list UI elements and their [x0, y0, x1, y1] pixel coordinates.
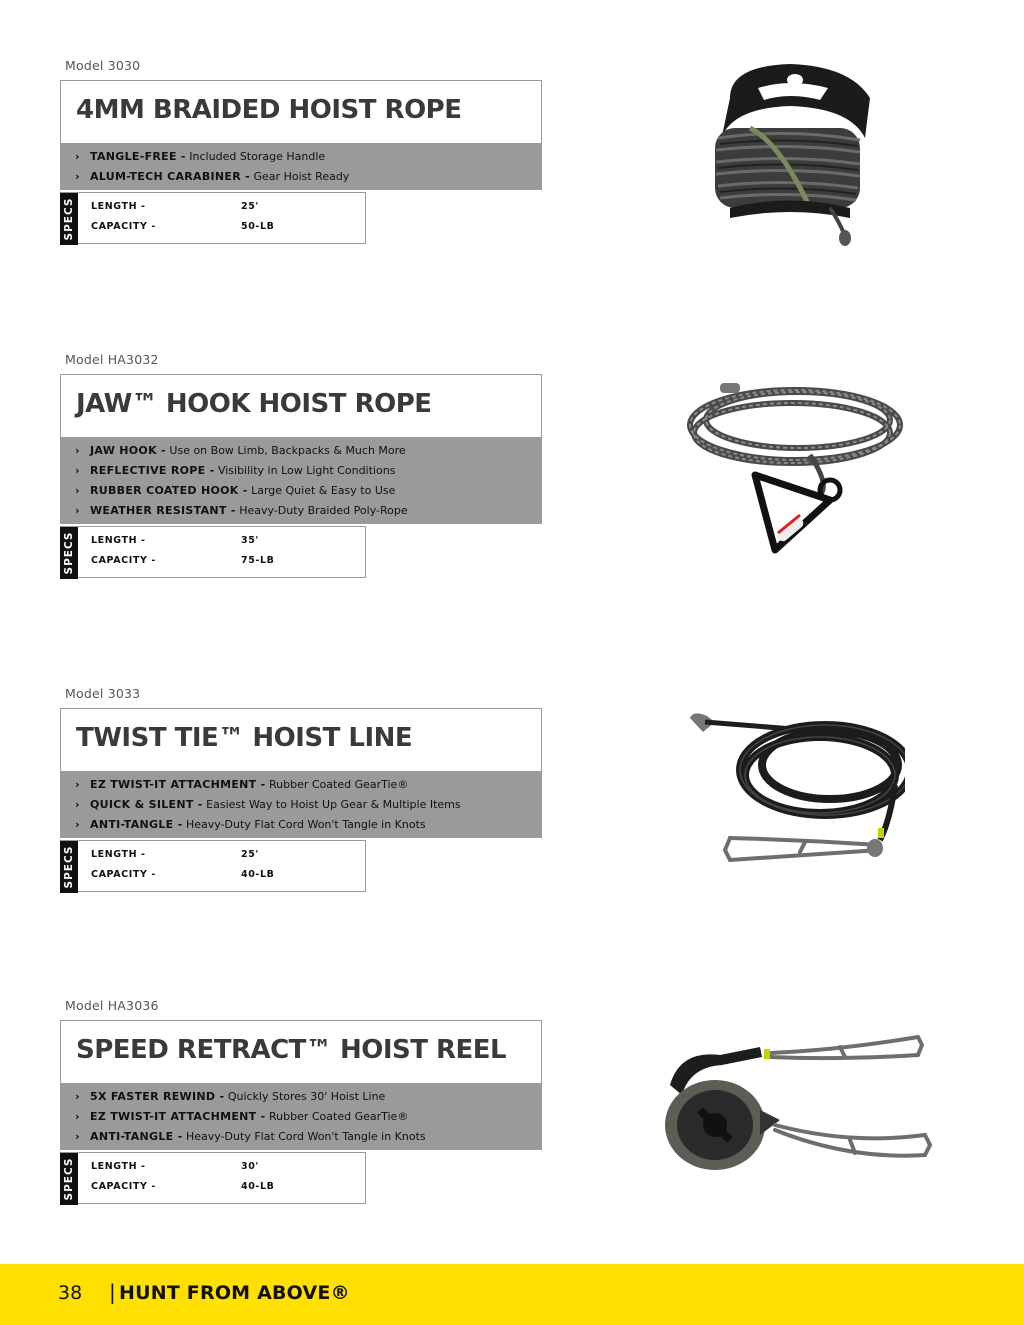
page-footer — [0, 1264, 1024, 1325]
feature-list — [60, 772, 542, 838]
chevron-right-icon: › — [75, 484, 80, 497]
rope-spool-handle-image — [700, 58, 880, 248]
product-block-ha3032 — [60, 352, 542, 582]
chevron-right-icon: › — [75, 778, 80, 791]
chevron-right-icon: › — [75, 504, 80, 517]
specs-tab: SPECS — [60, 1153, 78, 1205]
feature-item: › QUICK & SILENT - Easiest Way to Hoist Up Gear & Multiple Items — [60, 795, 542, 815]
product-block-ha3036 — [60, 998, 542, 1208]
specs-box: SPECS LENGTH - 25' CAPACITY - 50-LB — [60, 192, 366, 244]
feature-list — [60, 144, 542, 190]
specs-box: SPECS LENGTH - 25' CAPACITY - 40-LB — [60, 840, 366, 892]
speed-retract-reel-image — [660, 1025, 940, 1175]
footer-divider: | — [109, 1280, 116, 1304]
model-number: Model 3030 — [65, 58, 141, 73]
feature-item: › ANTI-TANGLE - Heavy-Duty Flat Cord Won't Tangle in Knots — [60, 1127, 542, 1147]
model-number: Model HA3036 — [65, 998, 159, 1013]
chevron-right-icon: › — [75, 150, 80, 163]
feature-item: › ANTI-TANGLE - Heavy-Duty Flat Cord Won't Tangle in Knots — [60, 815, 542, 835]
jaw-hook-rope-image — [680, 375, 910, 560]
specs-tab: SPECS — [60, 193, 78, 245]
feature-item: › 5X FASTER REWIND - Quickly Stores 30' Hoist Line — [60, 1087, 542, 1107]
page-number: 38 — [58, 1282, 83, 1304]
specs-tab: SPECS — [60, 527, 78, 579]
chevron-right-icon: › — [75, 1130, 80, 1143]
chevron-right-icon: › — [75, 170, 80, 183]
feature-item: › EZ TWIST-IT ATTACHMENT - Rubber Coated GearTie® — [60, 1107, 542, 1127]
chevron-right-icon: › — [75, 444, 80, 457]
chevron-right-icon: › — [75, 1090, 80, 1103]
model-number: Model HA3032 — [65, 352, 159, 367]
chevron-right-icon: › — [75, 1110, 80, 1123]
product-block-3033 — [60, 686, 542, 896]
title-box — [60, 374, 542, 438]
model-number: Model 3033 — [65, 686, 141, 701]
title-box — [60, 80, 542, 144]
feature-item: › EZ TWIST-IT ATTACHMENT - Rubber Coated GearTie® — [60, 775, 542, 795]
chevron-right-icon: › — [75, 818, 80, 831]
feature-item: › TANGLE-FREE - Included Storage Handle — [60, 147, 542, 167]
product-title: SPEED RETRACT™ HOIST REEL — [76, 1035, 507, 1065]
specs-box: SPECS LENGTH - 30' CAPACITY - 40-LB — [60, 1152, 366, 1204]
feature-list — [60, 1084, 542, 1150]
specs-tab: SPECS — [60, 841, 78, 893]
title-box — [60, 708, 542, 772]
feature-item: › RUBBER COATED HOOK - Large Quiet & Easy to Use — [60, 481, 542, 501]
product-title: TWIST TIE™ HOIST LINE — [76, 723, 413, 753]
twist-tie-line-image — [685, 710, 905, 870]
feature-item: › JAW HOOK - Use on Bow Limb, Backpacks & Much More — [60, 441, 542, 461]
product-block-3030 — [60, 58, 542, 248]
chevron-right-icon: › — [75, 464, 80, 477]
brand-tagline: HUNT FROM ABOVE® — [119, 1282, 350, 1304]
product-title: JAW™ HOOK HOIST ROPE — [76, 389, 432, 419]
product-title: 4MM BRAIDED HOIST ROPE — [76, 95, 462, 125]
feature-item: › WEATHER RESISTANT - Heavy-Duty Braided Poly-Rope — [60, 501, 542, 521]
feature-item: › ALUM-TECH CARABINER - Gear Hoist Ready — [60, 167, 542, 187]
title-box — [60, 1020, 542, 1084]
chevron-right-icon: › — [75, 798, 80, 811]
specs-box: SPECS LENGTH - 35' CAPACITY - 75-LB — [60, 526, 366, 578]
feature-item: › REFLECTIVE ROPE - Visibility in Low Light Conditions — [60, 461, 542, 481]
feature-list — [60, 438, 542, 524]
